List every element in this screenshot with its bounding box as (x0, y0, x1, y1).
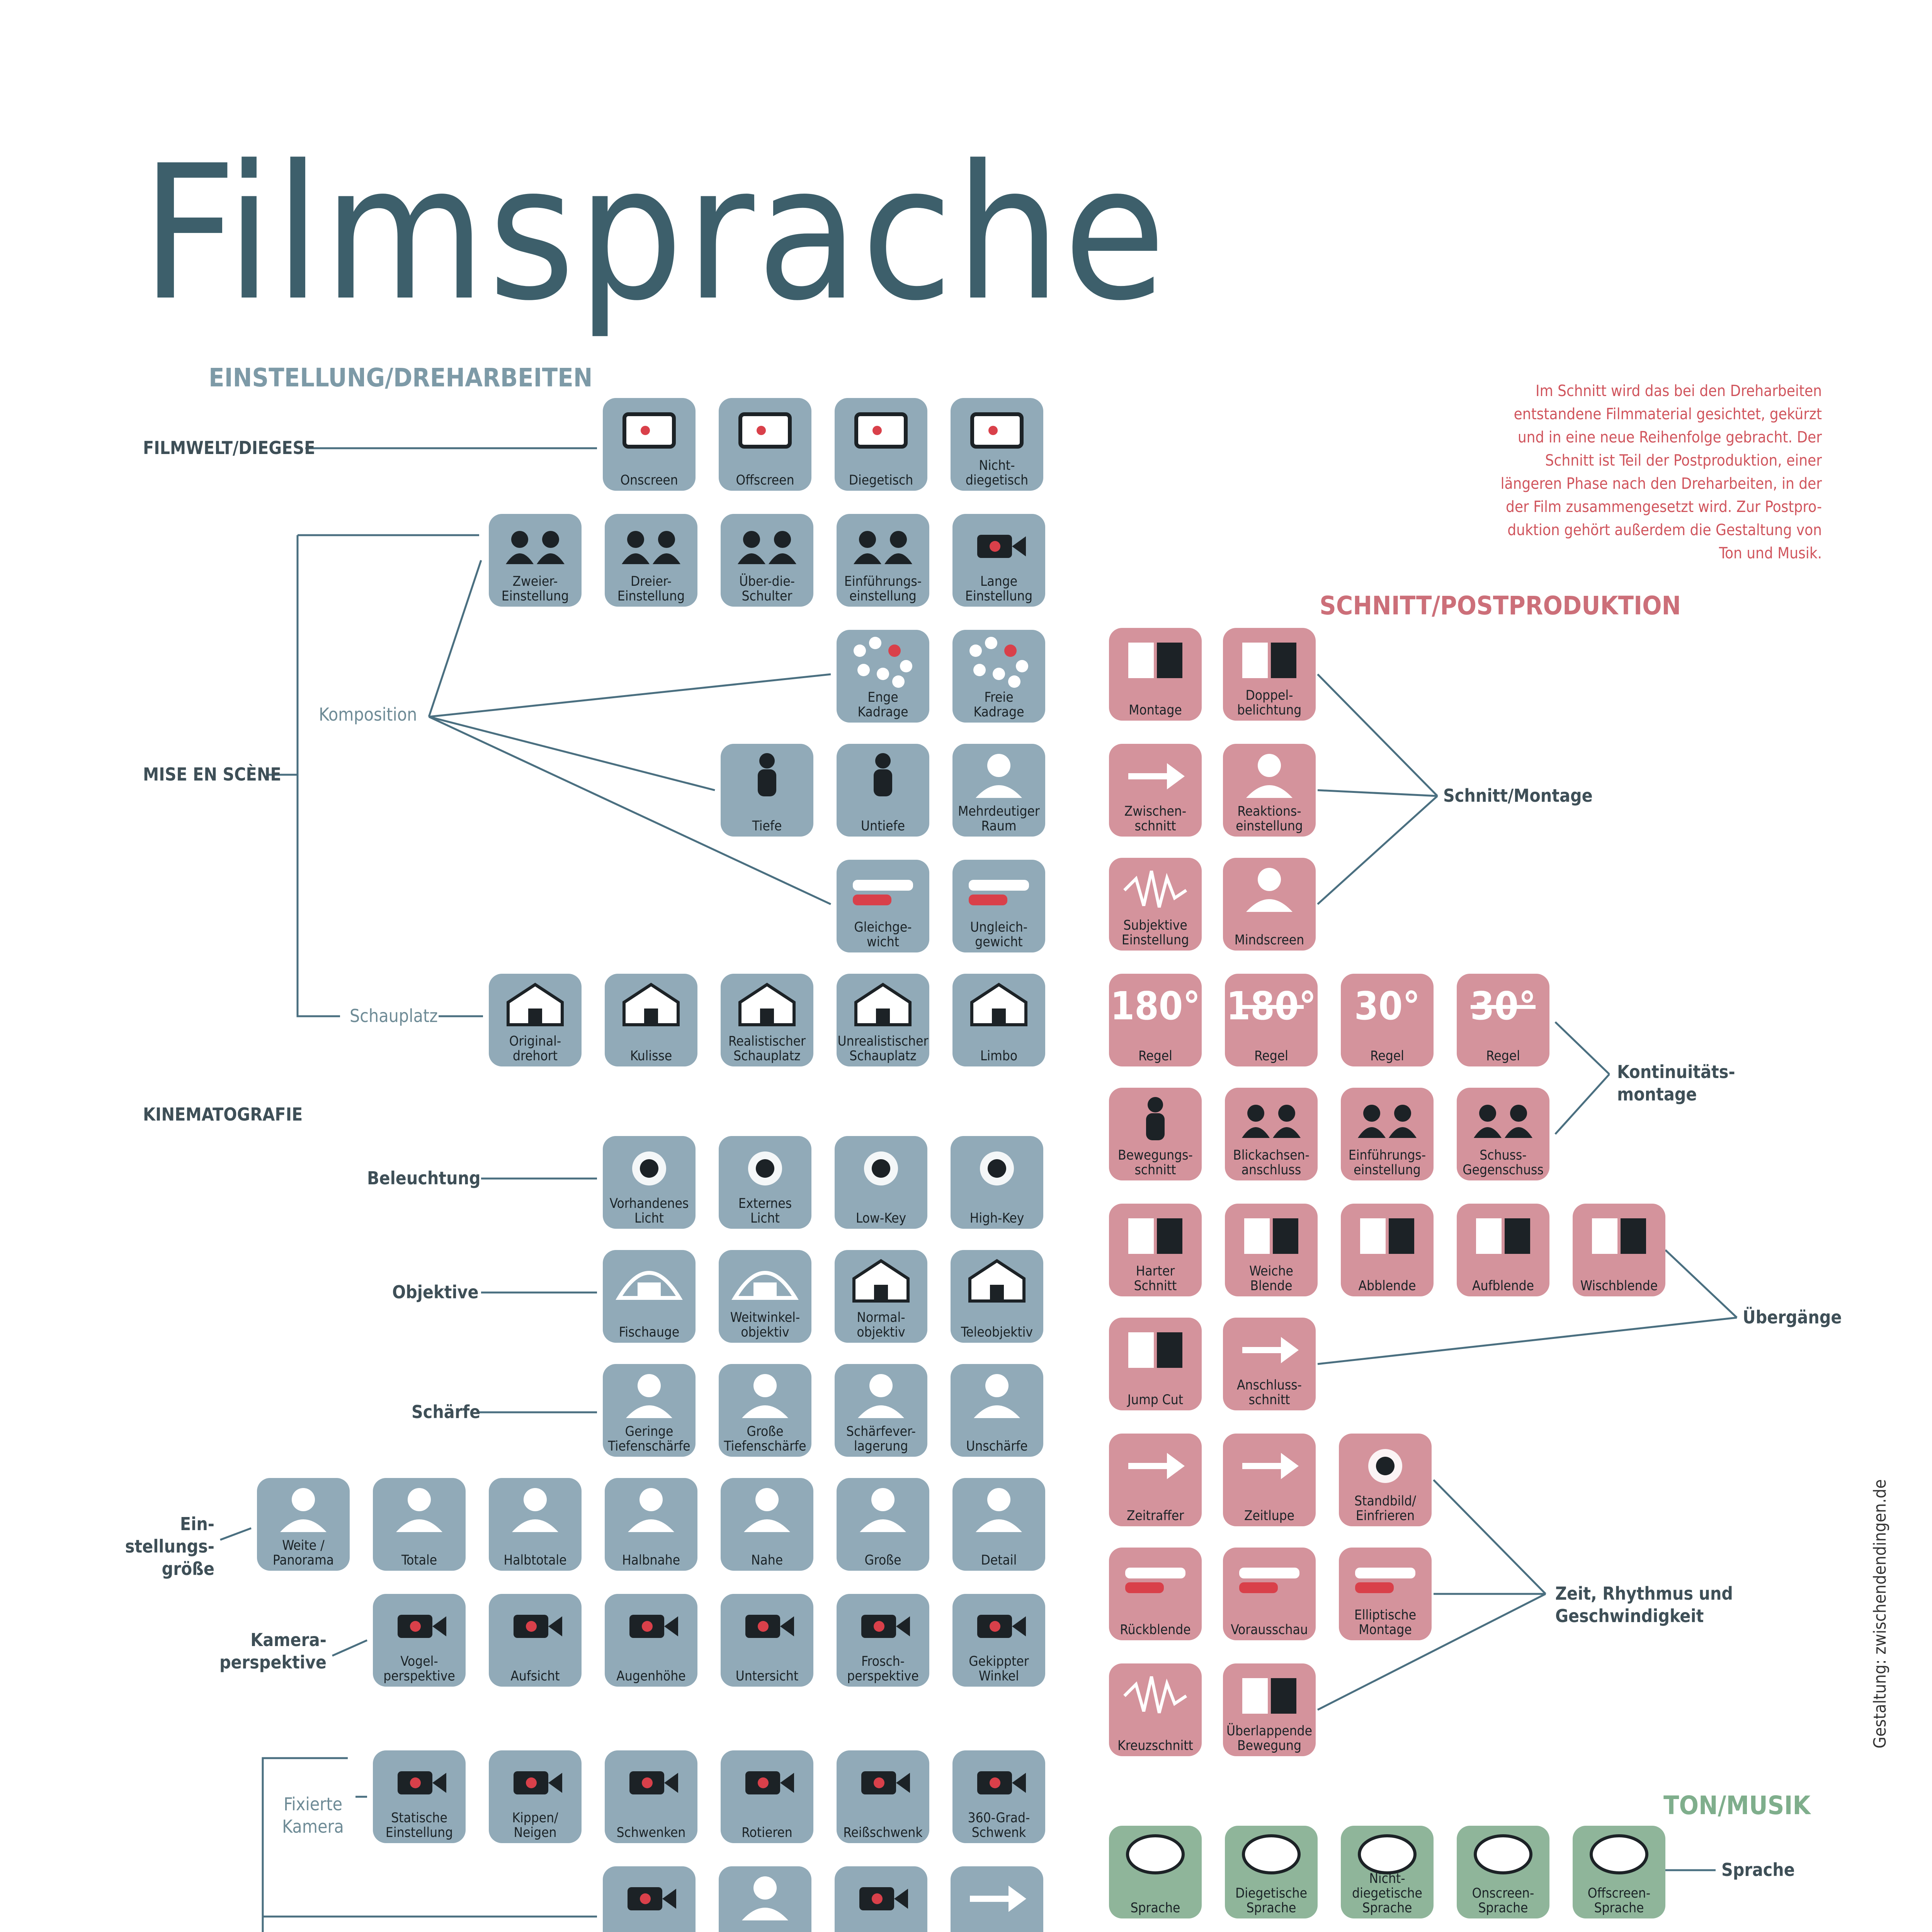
tile-label: Große (747, 1424, 784, 1439)
tile-label: Vogel- (400, 1654, 438, 1669)
tile-label: Unschärfe (966, 1439, 1028, 1454)
film-term-tile (603, 398, 696, 491)
tile-label: perspektive (383, 1668, 455, 1684)
group-label-komposition: Komposition (319, 704, 417, 725)
tile-label: Low-Key (855, 1211, 906, 1226)
film-term-tile (1109, 628, 1202, 721)
film-term-tile (373, 1478, 466, 1571)
film-term-tile (1573, 1826, 1665, 1918)
film-term-tile (489, 1594, 582, 1687)
film-term-tile (1109, 858, 1202, 951)
film-term-tile (951, 1250, 1043, 1343)
film-term-tile (1223, 1318, 1316, 1410)
film-term-tile (1223, 1663, 1316, 1756)
group-label-objektive: Objektive (392, 1282, 479, 1303)
tile-label: Einstellung (1121, 932, 1189, 948)
film-term-tile (837, 974, 929, 1066)
film-term-tile (719, 398, 811, 491)
tile-label: Sprache (1362, 1900, 1412, 1916)
tile-label: einstellung (849, 588, 917, 604)
tile-label: schnitt (1248, 1392, 1290, 1408)
tile-label: schnitt (1134, 818, 1176, 834)
film-term-tile (952, 514, 1045, 607)
film-term-tile (605, 1478, 697, 1571)
tile-label: Reaktions- (1237, 804, 1301, 819)
film-term-tile (952, 1478, 1045, 1571)
film-term-tile (837, 1594, 929, 1687)
tile-label: Bewegung (1237, 1738, 1302, 1753)
tile-label: High-Key (969, 1211, 1024, 1226)
group-label-zeit: Zeit, Rhythmus und (1555, 1583, 1733, 1604)
film-term-tile (1109, 744, 1202, 837)
tile-label: Nicht- (1369, 1871, 1405, 1886)
tile-label: Blickachsen- (1233, 1148, 1310, 1163)
tile-label: Harter (1136, 1264, 1175, 1279)
tile-label: Zeitraffer (1126, 1508, 1184, 1524)
film-term-tile (1109, 974, 1202, 1066)
tile-label: wicht (866, 934, 900, 950)
tile-label: Weiche (1249, 1264, 1293, 1279)
film-term-tile (1457, 1088, 1549, 1180)
film-term-tile (835, 1364, 927, 1457)
film-term-tile (1109, 1548, 1202, 1640)
section-header-einstellung: EINSTELLUNG/DREHARBEITEN (209, 363, 593, 393)
tile-label: Geringe (625, 1424, 673, 1439)
film-term-tile (1573, 1204, 1665, 1296)
film-term-tile (837, 744, 929, 837)
film-term-tile (603, 1866, 696, 1932)
tile-label: Schärfever- (846, 1424, 916, 1439)
tile-label: Offscreen (736, 473, 794, 488)
film-term-tile (1339, 1548, 1432, 1640)
film-term-tile (1225, 1204, 1318, 1296)
tile-label: Rotieren (742, 1825, 793, 1840)
tile-label: gewicht (975, 934, 1023, 950)
film-term-tile (1109, 1318, 1202, 1410)
tile-label: Kippen/ (512, 1810, 558, 1826)
film-term-tile (603, 1364, 696, 1457)
film-term-tile (1225, 1826, 1318, 1918)
tile-label: Panorama (272, 1553, 334, 1568)
connector-line (298, 535, 340, 1016)
tile-label: anschluss (1241, 1162, 1301, 1178)
tile-label: Tiefenschärfe (724, 1439, 806, 1454)
tile-label: diegetische (1352, 1886, 1422, 1901)
tile-label: Onscreen- (1472, 1886, 1534, 1901)
rule-number: 30° (1470, 983, 1536, 1029)
film-term-tile (1109, 1434, 1202, 1526)
group-label-zeit: Geschwindigkeit (1555, 1605, 1704, 1626)
tile-label: Einstellung (965, 588, 1033, 604)
tile-label: Regel (1486, 1048, 1520, 1064)
tile-label: Vorhandenes (609, 1196, 689, 1211)
film-term-tile (719, 1866, 811, 1932)
tile-label: Normal- (857, 1310, 905, 1325)
film-term-tile (835, 1136, 927, 1229)
tile-label: belichtung (1237, 702, 1302, 718)
tile-label: Standbild/ (1354, 1493, 1416, 1509)
tile-label: Freie (984, 690, 1014, 705)
tile-label: Elliptische (1354, 1607, 1417, 1623)
tile-label: Onscreen (620, 473, 678, 488)
section-header-ton: TON/MUSIK (1663, 1791, 1811, 1820)
group-label-filmwelt: FILMWELT/DIEGESE (143, 437, 315, 458)
tile-label: Halbtotale (503, 1553, 567, 1568)
rule-number: 30° (1354, 983, 1420, 1029)
film-term-tile (721, 1478, 813, 1571)
film-term-tile (1223, 858, 1316, 951)
tile-label: Limbo (980, 1048, 1018, 1064)
tile-label: Sprache (1594, 1900, 1644, 1916)
connector-line (1555, 1022, 1609, 1074)
tile-label: Vorausschau (1231, 1622, 1308, 1638)
film-term-tile (373, 1594, 466, 1687)
tile-label: Totale (401, 1553, 437, 1568)
tile-label: Realistischer (728, 1034, 806, 1049)
tile-label: Einführungs- (844, 574, 922, 589)
film-term-tile (1225, 1088, 1318, 1180)
note-schnitt: und in eine neue Reihenfolge gebracht. Der (1517, 429, 1822, 446)
tile-label: Überlappende (1226, 1723, 1313, 1739)
tile-label: Tiefe (752, 818, 782, 834)
note-schnitt: Ton und Musik. (1719, 544, 1822, 562)
connector-line (429, 717, 715, 790)
film-term-tile (1225, 974, 1318, 1066)
film-term-tile (952, 1750, 1045, 1843)
film-term-tile (1109, 1663, 1202, 1756)
tile-label: Fischauge (619, 1325, 680, 1340)
tile-label: Regel (1254, 1048, 1288, 1064)
film-term-tile (1457, 1826, 1549, 1918)
connector-line (1318, 790, 1437, 796)
film-term-tile (952, 1594, 1045, 1687)
tile-label: Nicht- (979, 458, 1015, 473)
tile-label: Schauplatz (849, 1048, 917, 1064)
tile-label: Aufsicht (510, 1668, 560, 1684)
film-term-tile (1109, 1088, 1202, 1180)
film-term-tile (605, 1594, 697, 1687)
film-term-tile (835, 1250, 927, 1343)
note-schnitt: Im Schnitt wird das bei den Dreharbeiten (1536, 382, 1822, 400)
tile-label: Enge (867, 690, 898, 705)
tile-label: Weitwinkel- (730, 1310, 800, 1325)
note-schnitt: duktion gehört außerdem die Gestaltung von (1507, 521, 1822, 539)
film-term-tile (837, 1750, 929, 1843)
film-term-tile (605, 1750, 697, 1843)
tile-label: Untersicht (735, 1668, 799, 1684)
group-label-uebergaenge: Übergänge (1743, 1307, 1842, 1328)
tile-label: Zwischen- (1124, 804, 1187, 819)
film-term-tile (1457, 1204, 1549, 1296)
connector-line (429, 674, 831, 717)
film-term-tile (1109, 1826, 1202, 1918)
tile-label: Schwenk (971, 1825, 1026, 1840)
tile-label: Zweier- (512, 574, 558, 589)
film-term-tile (1341, 1088, 1434, 1180)
film-term-tile (837, 1478, 929, 1571)
group-label-kameraperspektive: perspektive (219, 1652, 327, 1673)
connector-line (1318, 796, 1437, 904)
tile-label: Zeitlupe (1244, 1508, 1295, 1524)
tile-label: lagerung (854, 1439, 908, 1454)
connector-line (220, 1528, 251, 1540)
tile-label: Licht (634, 1211, 664, 1226)
film-term-tile (719, 1250, 811, 1343)
tile-label: Weite / (282, 1538, 325, 1553)
tile-label: Schauplatz (733, 1048, 801, 1064)
tile-label: Diegetische (1235, 1886, 1307, 1901)
film-term-tile (837, 514, 929, 607)
tile-label: Rückblende (1120, 1622, 1191, 1638)
film-term-tile (605, 974, 697, 1066)
film-term-tile (837, 630, 929, 723)
tile-label: Kadrage (973, 704, 1024, 720)
group-label-fixierte: Fixierte (283, 1794, 343, 1815)
tile-label: Winkel (978, 1668, 1019, 1684)
tile-label: Original- (509, 1034, 561, 1049)
film-term-tile (603, 1250, 696, 1343)
tile-label: Anschluss- (1236, 1378, 1302, 1393)
tile-label: Sprache (1130, 1900, 1180, 1916)
tile-label: Blende (1250, 1278, 1293, 1294)
film-term-tile (721, 744, 813, 837)
film-term-tile (952, 744, 1045, 837)
tiles-layer (257, 398, 1665, 1932)
film-term-tile (721, 974, 813, 1066)
tile-label: Detail (981, 1553, 1017, 1568)
film-term-tile (373, 1750, 466, 1843)
tile-label: Statische (391, 1810, 447, 1826)
film-term-tile (1109, 1204, 1202, 1296)
tile-label: Wischblende (1580, 1278, 1658, 1294)
tile-label: Sprache (1246, 1900, 1296, 1916)
film-term-tile (721, 514, 813, 607)
tile-label: Schwenken (616, 1825, 686, 1840)
tile-label: Kreuzschnitt (1117, 1738, 1193, 1753)
tile-label: Große (864, 1553, 901, 1568)
tile-label: Gleichge- (854, 920, 912, 935)
film-term-tile (952, 860, 1045, 952)
film-term-tile (489, 974, 582, 1066)
tile-label: Montage (1359, 1622, 1412, 1638)
group-label-kameraperspektive: Kamera- (250, 1629, 327, 1650)
film-term-tile (489, 1478, 582, 1571)
group-label-mise: MISE EN SCÈNE (143, 764, 281, 785)
tile-label: Lange (980, 574, 1018, 589)
film-term-tile (1223, 1434, 1316, 1526)
film-term-tile (951, 398, 1043, 491)
tile-label: Gegenschuss (1463, 1162, 1544, 1178)
tile-label: Regel (1370, 1048, 1404, 1064)
note-schnitt: entstandene Filmmaterial gesichtet, gekürzt (1514, 405, 1822, 423)
connector-line (429, 560, 481, 717)
film-term-tile (1341, 1204, 1434, 1296)
group-label-beleuchtung: Beleuchtung (367, 1168, 481, 1189)
tile-label: objektiv (857, 1325, 905, 1340)
connector-line (1665, 1250, 1737, 1318)
group-label-fixierte: Kamera (282, 1816, 344, 1837)
section-header-schnitt: SCHNITT/POSTPRODUKTION (1320, 591, 1681, 621)
note-schnitt: längeren Phase nach den Dreharbeiten, in der (1500, 475, 1822, 493)
film-term-tile (1341, 1826, 1434, 1918)
tile-label: Teleobjektiv (961, 1325, 1033, 1340)
tile-label: Neigen (514, 1825, 557, 1840)
note-schnitt: Schnitt ist Teil der Postproduktion, einer (1545, 452, 1822, 469)
group-label-einstellungsgroesse: stellungs- (125, 1536, 214, 1557)
film-term-tile (952, 974, 1045, 1066)
tile-label: Halbnahe (622, 1553, 680, 1568)
tile-label: Unrealistischer (837, 1034, 929, 1049)
tile-label: Reißschwenk (843, 1825, 923, 1840)
film-term-tile (603, 1136, 696, 1229)
tile-label: 360-Grad- (968, 1810, 1030, 1826)
film-term-tile (952, 630, 1045, 723)
tile-label: einstellung (1236, 818, 1303, 834)
group-label-kontinuitaet: Kontinuitäts- (1617, 1061, 1735, 1082)
group-label-kinematografie: KINEMATOGRAFIE (143, 1104, 303, 1125)
tile-label: diegetisch (965, 473, 1029, 488)
film-term-tile (605, 514, 697, 607)
film-term-tile (951, 1364, 1043, 1457)
tile-label: Nahe (751, 1553, 783, 1568)
group-label-schaerfe: Schärfe (412, 1401, 481, 1422)
film-term-tile (489, 1750, 582, 1843)
tile-label: Mehrdeutiger (958, 804, 1040, 819)
connector-line (1555, 1074, 1609, 1134)
tile-label: Raum (981, 818, 1017, 834)
connector-line (263, 1758, 348, 1932)
tile-label: Licht (750, 1211, 780, 1226)
film-term-tile (835, 398, 927, 491)
tile-label: einstellung (1354, 1162, 1421, 1178)
tile-label: Über-die- (739, 574, 795, 589)
film-term-tile (835, 1866, 927, 1932)
tile-label: Augenhöhe (616, 1668, 686, 1684)
film-term-tile (1457, 974, 1549, 1066)
tile-label: Diegetisch (849, 473, 913, 488)
connector-line (263, 1917, 597, 1932)
tile-label: Externes (738, 1196, 792, 1211)
tile-label: Untiefe (861, 818, 905, 834)
tile-label: schnitt (1134, 1162, 1176, 1178)
film-term-tile (1339, 1434, 1432, 1526)
tile-label: Frosch- (861, 1654, 905, 1669)
tile-label: Subjektive (1123, 918, 1187, 933)
tile-label: Einstellung (385, 1825, 453, 1840)
film-term-tile (721, 1750, 813, 1843)
rule-number: 180° (1110, 983, 1201, 1029)
film-term-tile (951, 1866, 1043, 1932)
tile-label: Kulisse (630, 1048, 672, 1064)
tile-label: Aufblende (1472, 1278, 1534, 1294)
tile-label: Gekippter (969, 1654, 1029, 1669)
tile-label: Abblende (1358, 1278, 1416, 1294)
group-label-schauplatz: Schauplatz (350, 1005, 438, 1026)
film-term-tile (951, 1136, 1043, 1229)
tile-label: perspektive (847, 1668, 919, 1684)
tile-label: Offscreen- (1587, 1886, 1651, 1901)
film-term-tile (719, 1136, 811, 1229)
tile-label: Mindscreen (1234, 932, 1304, 948)
group-label-sprache: Sprache (1721, 1859, 1795, 1880)
tile-label: Kadrage (857, 704, 908, 720)
film-term-tile (1341, 974, 1434, 1066)
tile-label: Regel (1138, 1048, 1172, 1064)
connector-line (1318, 674, 1437, 796)
tile-label: objektiv (741, 1325, 789, 1340)
film-term-tile (837, 860, 929, 952)
connector-line (332, 1640, 367, 1656)
group-label-kontinuitaet: montage (1617, 1084, 1697, 1105)
tile-label: Montage (1129, 702, 1182, 718)
film-term-tile (489, 514, 582, 607)
film-term-tile (1223, 1548, 1316, 1640)
tile-label: Einfrieren (1355, 1508, 1415, 1524)
connector-line (1434, 1480, 1546, 1594)
tile-label: drehort (512, 1048, 558, 1064)
tile-label: Schulter (742, 588, 793, 604)
film-term-tile (719, 1364, 811, 1457)
film-term-tile (721, 1594, 813, 1687)
tile-label: Jump Cut (1127, 1392, 1184, 1408)
tile-label: Einstellung (501, 588, 569, 604)
note-schnitt: der Film zusammengesetzt wird. Zur Postpro- (1505, 498, 1822, 516)
tile-label: Ungleich- (970, 920, 1028, 935)
credit-text: Gestaltung: zwischendendingen.de (1870, 1479, 1890, 1748)
tile-label: Tiefenschärfe (608, 1439, 690, 1454)
group-label-schnittmontage: Schnitt/Montage (1443, 785, 1593, 806)
connector-line (1318, 1318, 1737, 1364)
group-label-einstellungsgroesse: Ein- (180, 1514, 214, 1534)
tile-label: Schnitt (1134, 1278, 1177, 1294)
tile-label: Schuss- (1480, 1148, 1527, 1163)
page-title: Filmsprache (141, 126, 1168, 342)
tile-label: Dreier- (631, 574, 672, 589)
tile-label: Sprache (1478, 1900, 1528, 1916)
group-label-einstellungsgroesse: größe (162, 1558, 214, 1579)
tile-label: Bewegungs- (1118, 1148, 1193, 1163)
rule-number: 180° (1226, 983, 1316, 1029)
film-term-tile (1223, 628, 1316, 721)
tile-label: Einstellung (617, 588, 685, 604)
film-term-tile (1223, 744, 1316, 837)
tile-label: Einführungs- (1348, 1148, 1426, 1163)
tile-label: Doppel- (1245, 688, 1293, 703)
film-term-tile (257, 1478, 350, 1571)
